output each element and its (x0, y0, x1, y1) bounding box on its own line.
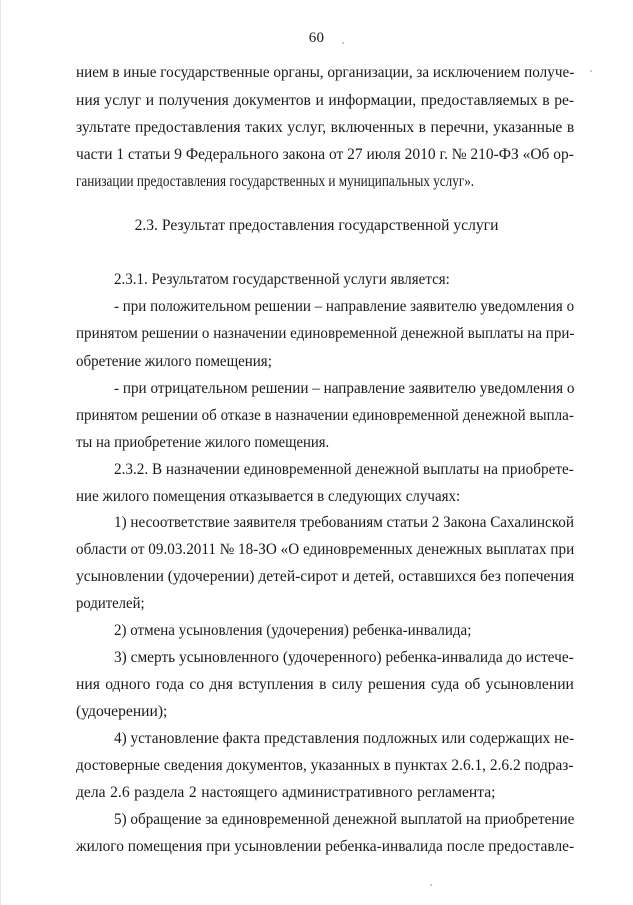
scan-speck (430, 884, 432, 886)
text-line: ганизации предоставления государственных и муниципальных услуг». (76, 173, 475, 190)
text-line: 1) несоответствие заявителя требованиям статьи 2 Закона Сахалинской (114, 514, 574, 531)
text-line: 2.3.2. В назначении единовременной денежной выплаты на приобрете- (114, 461, 574, 478)
text-line: 3) смерть усыновленного (удочеренного) ребенка-инвалида до истече- (114, 649, 574, 666)
page-number: 60 (308, 30, 325, 46)
text-line: принятом решении об отказе в назначении единовременной денежной выпла- (76, 407, 574, 424)
text-line: ты на приобретение жилого помещения. (76, 434, 330, 451)
text-line: ния услуг и получения документов и информации, предоставляемых в ре- (76, 92, 575, 109)
text-line: - при отрицательном решении – направление заявителю уведомления о (114, 380, 575, 397)
text-line: зультате предоставления таких услуг, включенных в перечни, указанные в (76, 119, 575, 136)
section-heading: 2.3. Результат предоставления государственной услуги (134, 217, 499, 234)
text-line: 5) обращение за единовременной денежной выплатой на приобретение (114, 811, 575, 828)
text-line: 2) отмена усыновления (удочерения) ребенка-инвалида; (114, 622, 472, 639)
scan-edge (0, 0, 1, 905)
text-line: принятом решении о назначении единовременной денежной выплаты на при- (76, 325, 575, 342)
text-line: - при положительном решении – направление заявителю уведомления о (114, 298, 575, 315)
text-line: 2.3.1. Результатом государственной услуги является: (114, 271, 450, 288)
text-line: нием в иные государственные органы, организации, за исключением получе- (76, 64, 575, 81)
text-line: усыновлении (удочерении) детей-сирот и детей, оставшихся без попечения (76, 568, 575, 585)
text-line: (удочерении); (76, 703, 168, 720)
text-line: области от 09.03.2011 № 18-ЗО «О единовременных денежных выплатах при (76, 541, 575, 558)
text-line: обретение жилого помещения; (76, 353, 272, 370)
text-line: ние жилого помещения отказывается в следующих случаях: (76, 488, 461, 505)
text-line: ния одного года со дня вступления в силу решения суда об усыновлении (76, 676, 574, 693)
text-line: 4) установление факта представления подложных или содержащих не- (114, 730, 575, 747)
text-line: родителей; (76, 595, 145, 612)
text-line: достоверные сведения документов, указанных в пунктах 2.6.1, 2.6.2 подраз- (76, 757, 574, 774)
text-line: жилого помещения при усыновлении ребенка-инвалида после предоставле- (76, 838, 575, 855)
text-line: дела 2.6 раздела 2 настоящего административного регламента; (76, 784, 496, 801)
scan-speck (590, 70, 592, 72)
text-line: части 1 статьи 9 Федерального закона от 27 июля 2010 г. № 210-ФЗ «Об ор- (76, 146, 574, 163)
